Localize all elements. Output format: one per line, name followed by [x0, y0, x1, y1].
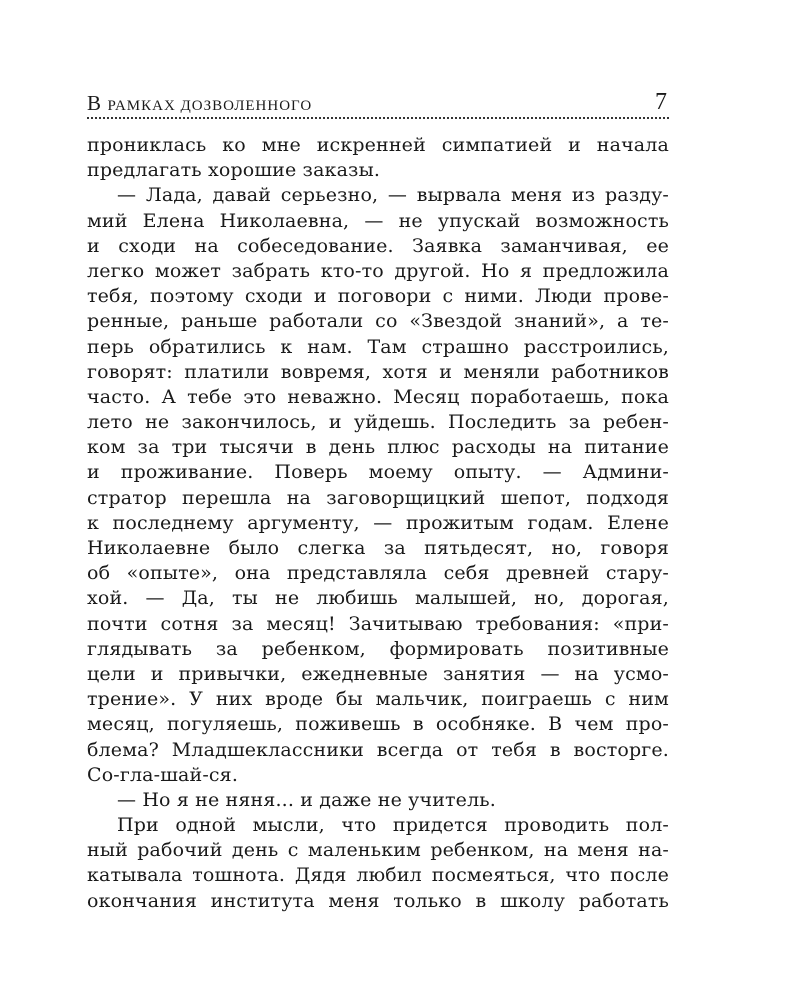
text-line: цели и привычки, ежедневные занятия — на усмо- — [87, 662, 669, 685]
running-header — [87, 88, 669, 119]
text-line: блема? Младшеклассники всегда от тебя в восторге. — [87, 738, 669, 761]
text-line: трение». У них вроде бы мальчик, поиграешь с ним — [87, 688, 669, 711]
text-line: лето не закончилось, и уйдешь. Последить за ребен- — [87, 411, 669, 434]
text-line: говорят: платили вовремя, хотя и меняли работников — [87, 360, 669, 383]
text-line: предлагать хорошие заказы. — [87, 159, 381, 182]
text-line: ный рабочий день с маленьким ребенком, на меня на- — [87, 839, 669, 862]
text-line: глядывать за ребенком, формировать позитивные — [87, 637, 669, 660]
text-line: и сходи на собеседование. Заявка заманчивая, ее — [87, 234, 669, 257]
text-line: хой. — Да, ты не любишь малышей, но, дорогая, — [87, 587, 669, 610]
body-text — [87, 133, 669, 914]
text-line: мий Елена Николаевна, — не упускай возможность — [87, 209, 669, 232]
text-line: — Но я не няня... и даже не учитель. — [117, 788, 496, 811]
text-line: ренные, раньше работали со «Звездой знаний», а те- — [87, 310, 669, 333]
text-line: При одной мысли, что придется проводить пол- — [117, 814, 669, 837]
text-line: легко может забрать кто-то другой. Но я предложила — [87, 259, 669, 282]
text-line: почти сотня за месяц! Зачитываю требования: «при- — [87, 612, 669, 635]
running-title-initial: В — [87, 91, 102, 115]
text-line: тебя, поэтому сходи и поговори с ними. Люди прове- — [87, 285, 669, 308]
text-line: часто. А тебе это неважно. Месяц поработаешь, пока — [87, 385, 669, 408]
running-title-rest: РАМКАХ ДОЗВОЛЕННОГО — [107, 98, 313, 114]
text-line: ком за три тысячи в день плюс расходы на питание — [87, 436, 669, 459]
text-line: месяц, погуляешь, поживешь в особняке. В чем про- — [87, 713, 669, 736]
text-line: к последнему аргументу, — прожитым годам. Елене — [87, 511, 669, 534]
text-line: Со-гла-шай-ся. — [87, 763, 239, 786]
text-line: об «опыте», она представляла себя древней стару- — [87, 562, 669, 585]
text-line: и проживание. Поверь моему опыту. — Админи- — [87, 461, 669, 484]
page-number: 7 — [655, 89, 667, 115]
text-line: Николаевне было слегка за пятьдесят, но, говоря — [87, 537, 669, 559]
text-line: перь обратились к нам. Там страшно расстроились, — [87, 335, 669, 358]
running-title — [87, 93, 312, 114]
text-line: окончания института меня только в школу работать — [87, 889, 669, 912]
text-line: прониклась ко мне искренней симпатией и начала — [87, 134, 669, 156]
text-line: катывала тошнота. Дядя любил посмеяться, что после — [87, 864, 669, 887]
text-line: — Лада, давай серьезно, — вырвала меня из разду- — [117, 184, 669, 207]
text-line: стратор перешла на заговорщицкий шепот, подходя — [87, 486, 669, 509]
